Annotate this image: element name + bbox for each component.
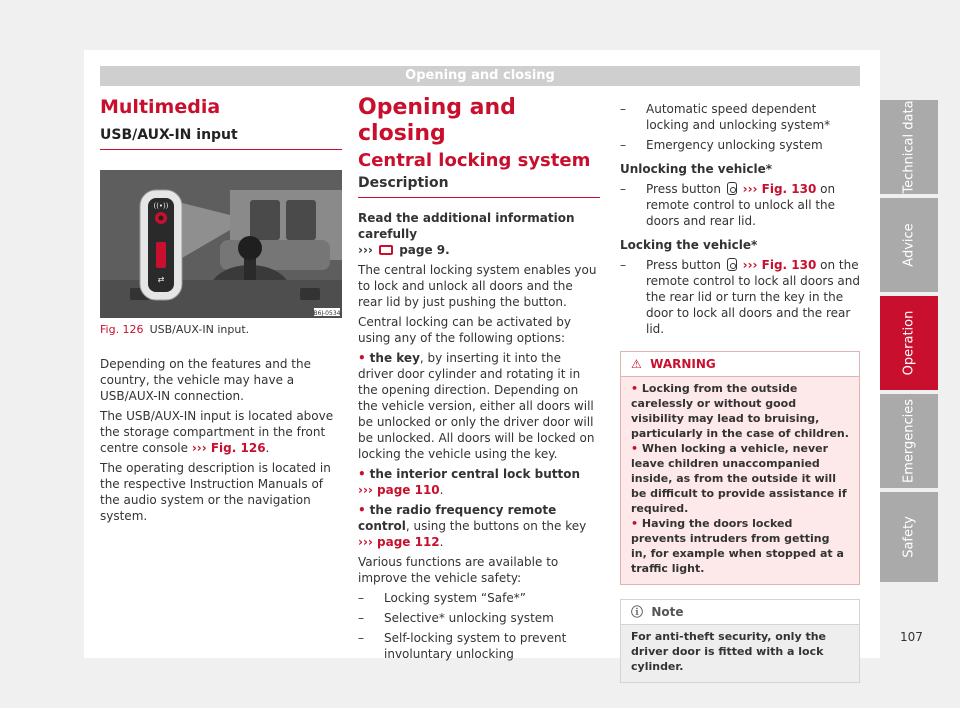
fig-130-link[interactable]: ››› Fig. 130 [742,258,817,272]
fig-130-link[interactable]: ››› Fig. 130 [742,182,817,196]
option-key: • the key, by inserting it into the driver door cylinder and rotating it in the opening direction. Depending on the vehicle version, either all doors will be unlocked or only the driver door will be unlocked. All doors will be locked on locking the vehicle using the key. [358,351,595,461]
tab-advice[interactable]: Advice [880,198,938,292]
usb-aux-figure [100,170,342,318]
unlock-heading: Unlocking the vehicle* [620,162,773,176]
tab-operation[interactable]: Operation [880,296,938,390]
svg-text:B6J-0534: B6J-0534 [313,310,341,317]
intro-2: Central locking can be activated by using any of the following options: [358,315,571,345]
tab-safety[interactable]: Safety [880,492,938,582]
various-functions: Various functions are available to improve the vehicle safety: [358,555,559,585]
warning-header: ⚠ WARNING [621,352,859,377]
subsection-title: USB/AUX-IN input [100,127,342,150]
tab-emergencies[interactable]: Emergencies [880,394,938,488]
left-column [100,95,342,524]
warning-body [621,377,859,584]
page-112-link[interactable]: ››› page 112 [358,535,440,549]
lock-heading: Locking the vehicle* [620,238,758,252]
paragraph-3: The operating description is located in the respective Instruction Manuals of the audio system or the navigation system. [100,461,331,523]
section-title: Multimedia [100,96,221,118]
booklet-icon [379,245,393,255]
list-item: – Selective* unlocking system [358,610,600,626]
paragraph-2: The USB/AUX-IN input is located above the storage compartment in the front centre console ››› Fig. 126. [100,409,334,455]
description-heading: Description [358,175,600,198]
chapter-title: Opening and closing [358,95,516,146]
info-icon: ⓘ [631,605,644,619]
note-box [620,599,860,683]
warning-item: • Having the doors locked prevents intruders from getting in, for example when stopped at a traffic light. [631,517,844,575]
note-header: ⓘ Note [621,600,859,625]
page-110-link[interactable]: ››› page 110 [358,483,440,497]
option-remote: • the radio frequency remote control, using the buttons on the key ››› page 112. [358,503,587,549]
chapter-subtitle: Central locking system [358,150,591,171]
right-column [620,95,860,683]
console-illustration [100,170,342,318]
page-number: 107 [900,630,923,644]
tab-technical-data[interactable]: Technical data [880,100,938,194]
warning-item: • When locking a vehicle, never leave children unaccompanied inside, as from the outside it will be difficult to provide assistance if required. [631,442,847,515]
read-more-link[interactable]: ››› page 9 [358,243,446,257]
figure-number: Fig. 126 [100,323,144,336]
warning-box [620,351,860,585]
option-interior-button: • the interior central lock button ››› page 110. [358,467,581,497]
unlock-key-icon [727,182,737,195]
unlock-instruction: – Press button ››› Fig. 130 on remote control to unlock all the doors and rear lid. [620,181,860,229]
list-item: – Self-locking system to prevent involuntary unlocking [358,630,600,662]
fig-126-link[interactable]: ››› Fig. 126 [191,441,266,455]
svg-text:⇄: ⇄ [157,275,165,284]
middle-column [358,95,600,662]
warning-item: • Locking from the outside carelessly or without good visibility may lead to bruising, particularly in the case of children. [631,382,849,440]
svg-text:((•)): ((•)) [153,202,169,210]
list-item: – Emergency unlocking system [620,137,860,153]
paragraph-1: Depending on the features and the country, the vehicle may have a USB/AUX-IN connection. [100,357,311,403]
figure-caption [100,322,342,338]
lock-instruction: – Press button ››› Fig. 130 on the remote control to lock all doors and the rear lid or turn the key in the door to lock all doors and the rear lid. [620,257,860,337]
list-item: – Locking system “Safe*” [358,590,600,606]
list-item: – Automatic speed dependent locking and unlocking system* [620,101,860,133]
read-more: Read the additional information carefully ››› page 9. [358,211,575,257]
intro-1: The central locking system enables you to lock and unlock all doors and the rear lid by just pushing the button. [358,263,597,309]
note-body: For anti-theft security, only the driver door is fitted with a lock cylinder. [631,630,826,673]
page-header: Opening and closing [100,66,860,86]
warning-triangle-icon: ⚠ [631,357,642,371]
lock-key-icon [727,258,737,271]
figure-caption-text: USB/AUX-IN input. [149,323,250,336]
